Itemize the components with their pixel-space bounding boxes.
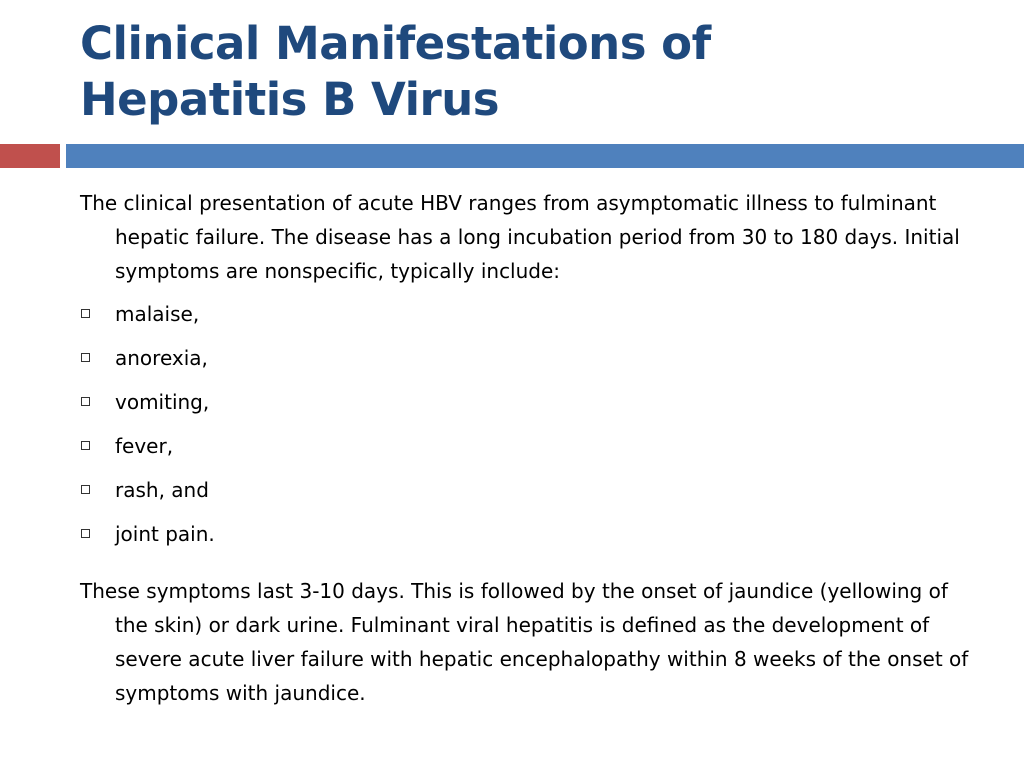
outro-paragraph: These symptoms last 3-10 days. This is followed by the onset of jaundice (yellowing of the skin) or dark urine. Fulminant viral hepatitis is defined as the development of severe acute liver failure with hepatic encephalopathy within 8 weeks of the onset of symptoms with jaundice. xyxy=(80,579,969,705)
square-bullet-icon xyxy=(81,529,90,538)
list-item xyxy=(80,520,980,564)
accent-bar-blue xyxy=(66,144,1024,168)
list-item-text: fever, xyxy=(115,434,174,458)
list-item-text: joint pain. xyxy=(115,522,215,546)
list-item xyxy=(80,476,980,520)
list-item xyxy=(80,388,980,432)
square-bullet-icon xyxy=(81,397,90,406)
list-item-text: anorexia, xyxy=(115,346,208,370)
slide-body xyxy=(80,186,980,710)
list-item-text: malaise, xyxy=(115,302,200,326)
list-item xyxy=(80,432,980,476)
square-bullet-icon xyxy=(81,353,90,362)
slide-title-line-2: Hepatitis B Virus xyxy=(80,73,500,126)
accent-bar-red xyxy=(0,144,60,168)
list-item xyxy=(80,344,980,388)
slide-title xyxy=(80,16,980,128)
square-bullet-icon xyxy=(81,441,90,450)
square-bullet-icon xyxy=(81,485,90,494)
list-item xyxy=(80,300,980,344)
symptom-list xyxy=(80,300,980,564)
list-item-text: vomiting, xyxy=(115,390,210,414)
intro-paragraph: The clinical presentation of acute HBV ranges from asymptomatic illness to fulminant hepatic failure. The disease has a long incubation period from 30 to 180 days. Initial symptoms are nonspecific, typically include: xyxy=(80,191,960,283)
slide-title-line-1: Clinical Manifestations of xyxy=(80,17,711,70)
list-item-text: rash, and xyxy=(115,478,209,502)
square-bullet-icon xyxy=(81,309,90,318)
